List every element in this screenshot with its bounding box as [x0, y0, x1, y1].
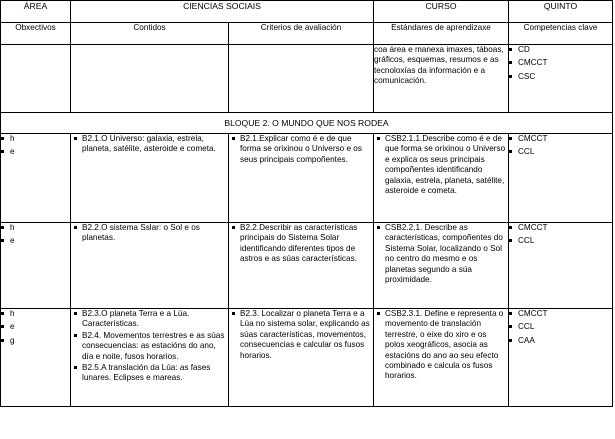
criteria-text: B2.3. Localizar o planeta Terra e a Lúa no sistema solar, explicando as súas características, movementos, consecuencias e calcular os fusos horarios. — [229, 309, 373, 361]
competences-cell — [509, 309, 613, 407]
course-value: QUINTO — [509, 1, 613, 23]
content-item: B2.3.O planeta Terra e a Lúa. Características. — [71, 309, 228, 330]
carryover-row — [1, 45, 613, 113]
criteria-cell — [229, 309, 374, 407]
col-contents: Contidos — [71, 23, 229, 45]
competence-item: CMCCT — [509, 223, 612, 233]
content-item: B2.2.O sistema Sslar: o Sol e os planetas. — [71, 223, 228, 244]
competence-item: CAA — [509, 336, 612, 346]
col-criteria: Criterios de avaliación — [229, 23, 374, 45]
block-title-row — [1, 113, 613, 134]
objectives-cell — [1, 223, 71, 309]
competence-item: CMCCT — [509, 58, 612, 68]
criteria-cell — [229, 134, 374, 223]
standard-cell — [374, 309, 509, 407]
competence-item: CD — [509, 45, 612, 55]
objective-code: e — [1, 322, 70, 332]
competence-item: CSC — [509, 72, 612, 82]
course-label: CURSO — [374, 1, 509, 23]
competences-cell — [509, 134, 613, 223]
objective-code: e — [1, 147, 70, 157]
table-row — [1, 223, 613, 309]
competences-cell — [509, 223, 613, 309]
col-standards: Estándares de aprendizaxe — [374, 23, 509, 45]
competence-item: CMCCT — [509, 309, 612, 319]
col-competences: Competencias clave — [509, 23, 613, 45]
criteria-text: B2.2.Describir as características principais do Sistema Solar identificando diferentes tipos de astros e as súas características. — [229, 223, 373, 265]
contents-cell — [71, 223, 229, 309]
header-row — [1, 1, 613, 23]
subject-title: CIENCIAS SOCIAIS — [71, 1, 374, 23]
objective-code: h — [1, 223, 70, 233]
table-row — [1, 309, 613, 407]
objectives-cell — [1, 309, 71, 407]
block-title: BLOQUE 2. O MUNDO QUE NOS RODEA — [1, 113, 613, 134]
standard-cell — [374, 134, 509, 223]
standard-text: CSB2.1.1.Describe como é e de que forma se orixinou o Universo e explica os seus principais compoñentes identificando galaxia, estrela, planeta, satélite, asteroide e cometa. — [374, 134, 508, 196]
competence-item: CCL — [509, 236, 612, 246]
carryover-competences — [509, 45, 613, 113]
competence-item: CMCCT — [509, 134, 612, 144]
carryover-objectives — [1, 45, 71, 113]
carryover-criteria — [229, 45, 374, 113]
carryover-standard: coa área e manexa imaxes, táboas, gráficos, esquemas, resumos e as tecnoloxías da información e a comunicación. — [374, 45, 509, 113]
col-objectives: Obxectivos — [1, 23, 71, 45]
standard-text: CSB2.3.1. Define e representa o movemento de translación terrestre, o eixe do xiro e os polos xeográficos, asocia as estacións do ano ao seu efecto combinado e calcula os fusos horarios. — [374, 309, 508, 382]
competence-item: CCL — [509, 147, 612, 157]
competence-item: CCL — [509, 322, 612, 332]
content-item: B2.5.A translación da Lúa: as fases lunares. Eclipses e mareas. — [71, 363, 228, 384]
content-item: B2.4. Movementos terrestres e as súas consecuencias: as estacións do ano, día e noite, fusos horarios. — [71, 331, 228, 362]
criteria-text: B2.1.Explicar como é e de que forma se orixinou o Universo e os seus principais compoñentes. — [229, 134, 373, 165]
objective-code: h — [1, 309, 70, 319]
objective-code: e — [1, 236, 70, 246]
content-item: B2.1.O Universo: galaxia, estrela, planeta, satélite, asteroide e cometa. — [71, 134, 228, 155]
carryover-contents — [71, 45, 229, 113]
area-label: ÁREA — [1, 1, 71, 23]
objectives-cell — [1, 134, 71, 223]
column-header-row — [1, 23, 613, 45]
criteria-cell — [229, 223, 374, 309]
table-row — [1, 134, 613, 223]
objective-code: g — [1, 336, 70, 346]
standard-text: CSB2.2.1. Describe as características, compoñentes do Sistema Solar, localizando o Sol no centro do mesmo e os planetas segundo a súa proximidade. — [374, 223, 508, 285]
standard-cell — [374, 223, 509, 309]
contents-cell — [71, 309, 229, 407]
objective-code: h — [1, 134, 70, 144]
contents-cell — [71, 134, 229, 223]
